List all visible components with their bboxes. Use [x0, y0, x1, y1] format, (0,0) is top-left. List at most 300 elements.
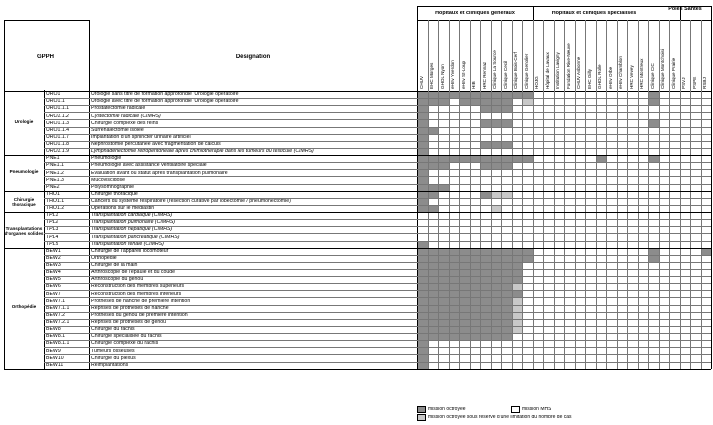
row-code: URO1.1.4 — [46, 127, 70, 133]
grid-line — [44, 312, 711, 313]
legend-swatch-light — [417, 414, 426, 421]
grid-line — [4, 91, 711, 92]
mandate-cell — [459, 290, 470, 297]
mandate-cell — [596, 241, 607, 248]
mandate-cell — [459, 326, 470, 333]
mandate-cell — [533, 212, 544, 219]
grid-line — [4, 191, 711, 192]
mandate-cell — [449, 212, 460, 219]
mandate-cell — [522, 127, 533, 134]
grid-line — [417, 6, 711, 7]
grid-line — [596, 20, 597, 369]
mandate-cell — [459, 276, 470, 283]
mandate-cell — [575, 91, 586, 98]
mandate-cell — [680, 241, 691, 248]
mandate-cell — [449, 141, 460, 148]
mandate-cell — [554, 255, 565, 262]
mandate-cell — [501, 290, 512, 297]
mandate-cell — [428, 112, 439, 119]
grid-line — [4, 90, 5, 369]
mandate-cell — [638, 134, 649, 141]
mandate-cell — [491, 119, 502, 126]
mandate-cell — [449, 305, 460, 312]
mandate-cell — [449, 297, 460, 304]
mandate-cell — [417, 105, 428, 112]
mandate-cell — [522, 198, 533, 205]
mandate-cell — [680, 212, 691, 219]
mandate-cell — [648, 290, 659, 297]
row-designation: Mucoviscidose — [91, 177, 126, 183]
mandate-cell — [512, 148, 523, 155]
mandate-cell — [564, 148, 575, 155]
mandate-cell — [648, 276, 659, 283]
mandate-cell — [543, 134, 554, 141]
mandate-cell — [669, 354, 680, 361]
mandate-cell — [596, 198, 607, 205]
mandate-cell — [480, 205, 491, 212]
mandate-cell — [522, 269, 533, 276]
mandate-cell — [522, 333, 533, 340]
mandate-cell — [417, 205, 428, 212]
row-designation: Arthroscopie de l'épaule et du coude — [91, 270, 176, 276]
mandate-cell — [480, 127, 491, 134]
mandate-cell — [585, 248, 596, 255]
mandate-cell — [680, 162, 691, 169]
mandate-cell — [659, 241, 670, 248]
mandate-cell — [501, 362, 512, 369]
mandate-cell — [648, 340, 659, 347]
mandate-cell — [417, 305, 428, 312]
mandate-cell — [533, 297, 544, 304]
mandate-cell — [585, 354, 596, 361]
mandate-cell — [575, 241, 586, 248]
mandate-cell — [470, 141, 481, 148]
row-designation: Reconstruction des membres supérieurs — [91, 284, 185, 290]
mandate-cell — [680, 290, 691, 297]
mandate-cell — [533, 248, 544, 255]
mandate-cell — [480, 283, 491, 290]
mandate-cell — [680, 169, 691, 176]
mandate-cell — [701, 155, 712, 162]
mandate-cell — [680, 226, 691, 233]
mandate-cell — [428, 262, 439, 269]
mandate-cell — [638, 98, 649, 105]
row-designation: Lymphadénectomie rétropéritonéale après chimiothérapie dans les tumeurs du testicule (CIMHS) — [91, 149, 314, 155]
row-designation: Chirurgie thoracique — [91, 191, 138, 197]
mandate-cell — [617, 169, 628, 176]
mandate-cell — [690, 262, 701, 269]
grid-line — [44, 198, 711, 199]
mandate-cell — [627, 198, 638, 205]
mandate-cell — [575, 248, 586, 255]
mandate-cell — [648, 255, 659, 262]
mandate-cell — [533, 198, 544, 205]
mandate-cell — [428, 219, 439, 226]
mandate-cell — [669, 290, 680, 297]
mandate-cell — [543, 176, 554, 183]
mandate-cell — [617, 91, 628, 98]
mandate-cell — [606, 319, 617, 326]
mandate-cell — [438, 312, 449, 319]
mandate-cell — [680, 127, 691, 134]
mandate-cell — [554, 205, 565, 212]
mandate-cell — [459, 233, 470, 240]
mandate-cell — [585, 141, 596, 148]
mandate-cell — [438, 176, 449, 183]
mandate-cell — [428, 312, 439, 319]
mandate-cell — [512, 319, 523, 326]
mandate-cell — [512, 297, 523, 304]
mandate-cell — [648, 283, 659, 290]
mandate-cell — [470, 169, 481, 176]
grid-line — [44, 119, 711, 120]
mandate-cell — [470, 347, 481, 354]
mandate-cell — [449, 326, 460, 333]
mandate-cell — [417, 347, 428, 354]
mandate-cell — [585, 333, 596, 340]
row-designation: Prostatectomie radicale — [91, 106, 146, 112]
mandate-cell — [617, 105, 628, 112]
mandate-cell — [522, 219, 533, 226]
mandate-cell — [512, 262, 523, 269]
mandate-cell — [564, 283, 575, 290]
mandate-cell — [690, 333, 701, 340]
mandate-cell — [564, 276, 575, 283]
header-group-health-poles: Pôles Santés — [668, 6, 702, 12]
mandate-cell — [659, 340, 670, 347]
mandate-cell — [617, 347, 628, 354]
mandate-cell — [417, 98, 428, 105]
mandate-cell — [449, 226, 460, 233]
mandate-cell — [564, 162, 575, 169]
mandate-cell — [585, 184, 596, 191]
mandate-cell — [501, 112, 512, 119]
mandate-cell — [522, 112, 533, 119]
grid-line — [44, 319, 711, 320]
mandate-cell — [690, 98, 701, 105]
mandate-cell — [627, 176, 638, 183]
mandate-cell — [606, 305, 617, 312]
row-code: BEW8.1.1 — [46, 341, 70, 347]
mandate-cell — [428, 176, 439, 183]
mandate-cell — [585, 226, 596, 233]
mandate-cell — [596, 333, 607, 340]
mandate-cell — [575, 269, 586, 276]
grid-line — [44, 262, 711, 263]
mandate-cell — [575, 198, 586, 205]
mandate-cell — [470, 333, 481, 340]
mandate-cell — [491, 262, 502, 269]
mandate-cell — [585, 119, 596, 126]
mandate-cell — [512, 191, 523, 198]
mandate-cell — [491, 326, 502, 333]
mandate-cell — [690, 105, 701, 112]
mandate-cell — [533, 119, 544, 126]
mandate-cell — [438, 276, 449, 283]
mandate-cell — [575, 347, 586, 354]
mandate-cell — [617, 205, 628, 212]
mandate-cell — [533, 98, 544, 105]
mandate-cell — [554, 219, 565, 226]
mandate-cell — [459, 155, 470, 162]
mandate-cell — [680, 205, 691, 212]
mandate-cell — [522, 162, 533, 169]
mandate-cell — [617, 248, 628, 255]
mandate-cell — [680, 269, 691, 276]
mandate-cell — [470, 112, 481, 119]
row-designation: Pneumologie avec assistance ventilatoire spéciale — [91, 163, 207, 169]
grid-line — [690, 20, 691, 369]
mandate-cell — [659, 305, 670, 312]
row-designation: Tumeurs osseuses — [91, 348, 135, 354]
grid-line — [4, 248, 711, 249]
mandate-cell — [617, 276, 628, 283]
mandate-cell — [554, 112, 565, 119]
mandate-cell — [459, 184, 470, 191]
mandate-cell — [417, 262, 428, 269]
legend-label-light: mission octroyée sous réserve d'une limitation du nombre de cas — [428, 415, 572, 420]
mandate-cell — [575, 283, 586, 290]
column-header: GHOL Rolle — [597, 64, 602, 89]
mandate-cell — [638, 354, 649, 361]
row-code: BEW4 — [46, 270, 61, 276]
column-header: eHnv Chamblon — [618, 56, 623, 89]
mandate-cell — [575, 354, 586, 361]
mandate-cell — [596, 255, 607, 262]
mandate-cell — [533, 290, 544, 297]
mandate-cell — [512, 248, 523, 255]
row-code: BEW7.2 — [46, 312, 66, 318]
mandate-cell — [449, 176, 460, 183]
grid-line — [4, 155, 711, 156]
mandate-cell — [690, 169, 701, 176]
mandate-cell — [501, 305, 512, 312]
mandate-cell — [491, 134, 502, 141]
grid-line — [44, 333, 711, 334]
mandate-cell — [480, 354, 491, 361]
mandate-cell — [428, 198, 439, 205]
mandate-cell — [554, 169, 565, 176]
mandate-cell — [680, 191, 691, 198]
mandate-cell — [638, 105, 649, 112]
mandate-cell — [648, 241, 659, 248]
column-header: Clinique Genolier — [523, 53, 529, 89]
mandate-cell — [669, 148, 680, 155]
mandate-cell — [449, 162, 460, 169]
mandate-cell — [554, 333, 565, 340]
mandate-cell — [554, 176, 565, 183]
mandate-cell — [501, 276, 512, 283]
mandate-cell — [522, 212, 533, 219]
mandate-cell — [470, 119, 481, 126]
mandate-cell — [680, 148, 691, 155]
mandate-cell — [438, 127, 449, 134]
mandate-cell — [554, 98, 565, 105]
mandate-cell — [627, 276, 638, 283]
mandate-cell — [522, 305, 533, 312]
mandate-cell — [480, 184, 491, 191]
row-designation: Polysomnographie — [91, 184, 134, 190]
mandate-cell — [585, 91, 596, 98]
mandate-cell — [606, 269, 617, 276]
row-designation: Chirurgie du plexus — [91, 355, 136, 361]
mandate-cell — [648, 354, 659, 361]
mandate-cell — [512, 184, 523, 191]
mandate-cell — [606, 297, 617, 304]
mandate-cell — [491, 169, 502, 176]
row-designation: Arthroscopie du genou — [91, 277, 144, 283]
column-header: HRC Rennaz — [481, 61, 487, 89]
mandate-cell — [701, 248, 712, 255]
grid-line — [44, 283, 711, 284]
grid-line — [89, 20, 90, 369]
mandate-cell — [596, 354, 607, 361]
mandate-cell — [554, 91, 565, 98]
mandate-cell — [680, 105, 691, 112]
grid-line — [44, 148, 711, 149]
mandate-cell — [491, 362, 502, 369]
mandate-cell — [533, 276, 544, 283]
mandate-cell — [575, 319, 586, 326]
mandate-cell — [669, 184, 680, 191]
mandate-cell — [638, 305, 649, 312]
mandate-cell — [617, 283, 628, 290]
mandate-cell — [554, 262, 565, 269]
mandate-cell — [417, 319, 428, 326]
mandate-cell — [575, 191, 586, 198]
mandate-cell — [522, 155, 533, 162]
mandate-cell — [648, 198, 659, 205]
mandate-cell — [627, 219, 638, 226]
grid-line — [44, 347, 711, 348]
mandate-cell — [648, 262, 659, 269]
mandate-cell — [606, 276, 617, 283]
mandate-cell — [564, 191, 575, 198]
mandate-cell — [638, 141, 649, 148]
mandate-cell — [470, 269, 481, 276]
mandate-cell — [648, 248, 659, 255]
mandate-cell — [596, 233, 607, 240]
mandate-cell — [648, 119, 659, 126]
mandate-cell — [512, 105, 523, 112]
grid-line — [44, 112, 711, 113]
grid-line — [627, 20, 628, 369]
mandate-cell — [648, 269, 659, 276]
mandate-cell — [701, 127, 712, 134]
mandate-cell — [564, 155, 575, 162]
mandate-cell — [554, 127, 565, 134]
column-header: RSBJ — [702, 77, 707, 89]
row-code: THO1 — [46, 191, 60, 197]
mandate-cell — [659, 184, 670, 191]
mandate-cell — [627, 241, 638, 248]
mandate-cell — [491, 155, 502, 162]
mandate-cell — [575, 155, 586, 162]
mandate-cell — [596, 347, 607, 354]
mandate-cell — [480, 148, 491, 155]
mandate-cell — [564, 319, 575, 326]
mandate-cell — [522, 319, 533, 326]
mandate-cell — [417, 148, 428, 155]
mandate-cell — [669, 255, 680, 262]
mandate-cell — [480, 312, 491, 319]
mandate-cell — [438, 169, 449, 176]
mandate-cell — [659, 198, 670, 205]
mandate-cell — [564, 333, 575, 340]
mandate-cell — [459, 141, 470, 148]
mandate-cell — [669, 248, 680, 255]
mandate-cell — [417, 198, 428, 205]
mandate-cell — [522, 255, 533, 262]
mandate-cell — [470, 233, 481, 240]
row-designation: Surrénalectomie isolée — [91, 127, 144, 133]
mandate-cell — [575, 212, 586, 219]
mandate-cell — [417, 155, 428, 162]
mandate-cell — [449, 255, 460, 262]
row-code: THO1.1 — [46, 199, 65, 204]
mandate-cell — [459, 241, 470, 248]
mandate-cell — [459, 212, 470, 219]
mandate-cell — [680, 362, 691, 369]
mandate-cell — [512, 162, 523, 169]
mandate-cell — [564, 169, 575, 176]
row-code: TPL2 — [46, 220, 59, 226]
mandate-cell — [669, 269, 680, 276]
mandate-cell — [585, 319, 596, 326]
mandate-cell — [585, 269, 596, 276]
mandate-cell — [417, 112, 428, 119]
mandate-cell — [449, 98, 460, 105]
mandate-cell — [627, 119, 638, 126]
mandate-cell — [449, 340, 460, 347]
mandate-cell — [606, 141, 617, 148]
grid-line — [44, 305, 711, 306]
mandate-cell — [638, 112, 649, 119]
mandate-cell — [638, 290, 649, 297]
mandate-cell — [459, 169, 470, 176]
mandate-cell — [428, 191, 439, 198]
grid-line — [44, 162, 711, 163]
mandate-cell — [659, 191, 670, 198]
mandate-cell — [438, 241, 449, 248]
mandate-cell — [575, 127, 586, 134]
mandate-cell — [585, 241, 596, 248]
mandate-cell — [470, 241, 481, 248]
mandate-cell — [449, 191, 460, 198]
mandate-cell — [459, 105, 470, 112]
mandate-cell — [459, 205, 470, 212]
grid-line — [44, 205, 711, 206]
mandate-cell — [449, 248, 460, 255]
mandate-cell — [438, 134, 449, 141]
mandate-cell — [438, 290, 449, 297]
legend-label-dark: mission octroyée — [428, 407, 466, 412]
mandate-cell — [669, 312, 680, 319]
mandate-cell — [564, 226, 575, 233]
mandate-cell — [417, 169, 428, 176]
mandate-cell — [533, 162, 544, 169]
mandate-cell — [470, 198, 481, 205]
mandate-cell — [690, 312, 701, 319]
mandate-cell — [606, 112, 617, 119]
mandate-cell — [659, 362, 670, 369]
mandate-cell — [680, 155, 691, 162]
mandate-cell — [428, 155, 439, 162]
header-group-specialised: Hôpitaux et cliniques spécialisés — [551, 11, 637, 16]
row-designation: Chirurgie complexe du rachis — [91, 341, 159, 347]
mandate-cell — [564, 255, 575, 262]
mandate-cell — [428, 340, 439, 347]
